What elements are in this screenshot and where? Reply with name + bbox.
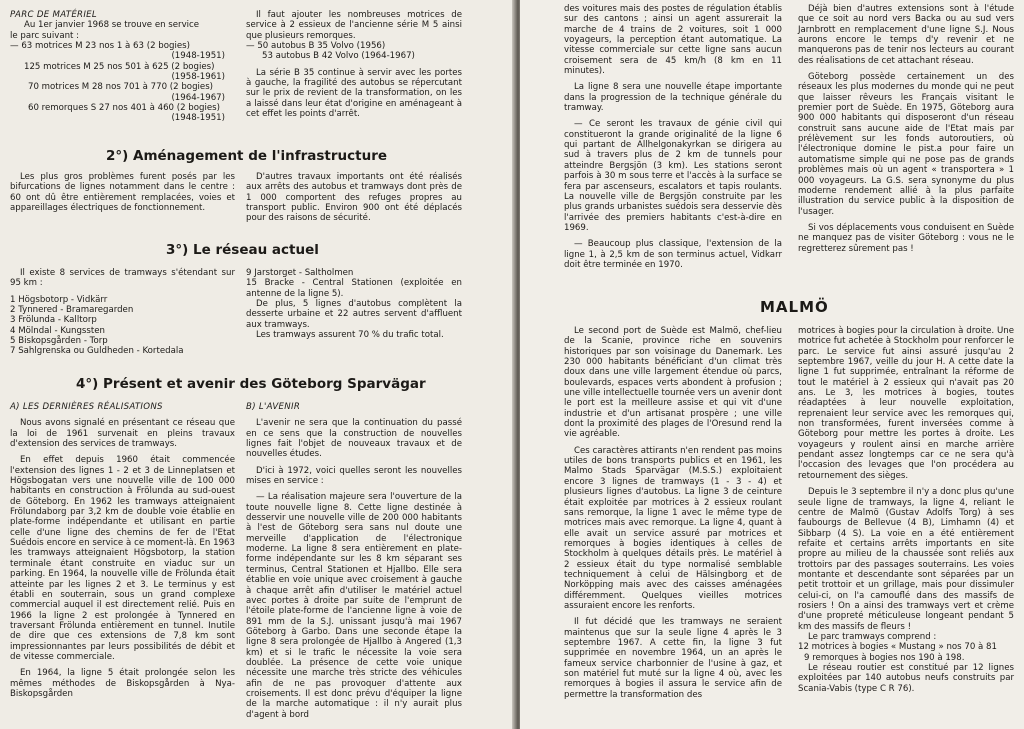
parc-heading: PARC DE MATÉRIEL xyxy=(10,10,97,20)
list-item: 5 Biskopsgården - Torp xyxy=(10,336,108,347)
parc-intro-2: le parc suivant : xyxy=(10,30,80,41)
parc-row: 60 remorques S 27 nos 401 à 460 (2 bogies) (1948-1951) xyxy=(28,103,225,124)
paragraph: D'autres travaux importants ont été réalisés aux arrêts des autobus et tramways dont près de 1 000 comportent des refuges propres au transport public. Environ 900 ont été déplacés pour des raisons de sécurité. xyxy=(246,172,462,224)
right-col2-top xyxy=(798,4,1014,254)
list-item: 9 Jarstorget - Saltholmen xyxy=(246,268,354,278)
parc-row: 125 motrices M 25 nos 501 à 625 (2 bogies) (1958-1961) xyxy=(24,61,225,83)
sec2-left xyxy=(10,172,235,213)
list-item: 15 Bracke - Central Stationen (exploitée en antenne de la ligne 5). xyxy=(246,278,462,299)
paragraph: Le parc tramways comprend : xyxy=(808,631,937,642)
paragraph: des voitures mais des postes de régulation établis sur des cantons ; ainsi un agent assurerait la marche de 4 trains de 2 voitures, soit 1 000 voyageurs, la perception étant automatique. La vitesse commerciale sur cette ligne sans aucun croisement sera de 45 km/h (8 km en 11 minutes). xyxy=(564,4,782,77)
paragraph: — 50 autobus B 35 Volvo (1956) xyxy=(246,41,386,52)
paragraph: L'avenir ne sera que la continuation du passé en ce sens que la construction de nouvelles lignes fait l'objet de nouveaux travaux et de nouvelles études. xyxy=(246,418,462,460)
paragraph: 53 autobus B 42 Volvo (1964-1967) xyxy=(262,51,415,62)
paragraph: En 1964, la ligne 5 était prolongée selon les mêmes méthodes de Biskopsgården à Nya-Biskopsgården xyxy=(10,668,235,699)
paragraph: Si vos déplacements vous conduisent en Suède ne manquez pas de visiter Göteborg : vous ne le regretterez sûrement pas ! xyxy=(798,222,1014,254)
paragraph: De plus, 5 lignes d'autobus complètent la desserte urbaine et 22 autres servent d'affluent aux tramways. xyxy=(246,299,462,330)
paragraph: Le second port de Suède est Malmö, chef-lieu de la Scanie, province riche en souvenirs historiques par son voisinage du Danemark. Les 230 000 habitants bénéficiant d'un climat très doux dans une ville largement étendue où parcs, boulevards, espaces verts abondent à profusion ; une ville intellectuelle tournée vers un avenir dont le port est la meilleure assise et qui vit d'une industrie et d'un artisanat prospère ; une ville dont la proximité des plages de l'Oresund rend la vie agréable. xyxy=(564,326,782,440)
subsection-b-title: B) L'AVENIR xyxy=(246,402,301,412)
paragraph: Göteborg possède certainement un des réseaux les plus modernes du monde qui ne peut que laisser rêveurs les Français visitant le premier port de Suède. En 1975, Göteborg aura 900 000 habitants qui disposeront d'un réseau construit sans aucune aide de l'Etat mais par prélèvement sur les fonds autoroutiers, où l'électronique domine le pist.a pour faire un automatisme simple qui ne pose pas de grands problèmes mais où un agent « transportera » 1 000 voyageurs. La G.S. sera synonyme du plus moderne rendement allié à la plus parfaite illustration du service public à la disposition de l'usager. xyxy=(798,72,1014,217)
tram-lines-list xyxy=(10,295,235,357)
section-4-title: 4°) Présent et avenir des Göteborg Sparvägar xyxy=(76,376,426,392)
list-item: 1 Högsbotorp - Vidkärr xyxy=(10,294,108,305)
paragraph: Les plus gros problèmes furent posés par les bifurcations de lignes notamment dans le centre : 60 ont dû être entièrement remplacées, voies et appareillages électriques de fonctionnement. xyxy=(10,172,235,214)
section-2-title: 2°) Aménagement de l'infrastructure xyxy=(106,148,388,164)
paragraph: — Beaucoup plus classique, l'extension de la ligne 1, à 2,5 km de son terminus actuel, Vidkarr doit être terminée en 1970. xyxy=(564,239,782,270)
paragraph: Depuis le 3 septembre il n'y a donc plus qu'une seule ligne de tramways, la ligne 4, reliant le centre de Malmö (Gustav Adolfs Torg) à ses faubourgs de Bellevue (4 B), Limhamn (4) et Sibbarp (4 S). La voie en a été entièrement refaite et certains arrêts importants en site propre au milieu de la chaussée sont reliés aux trottoirs par des passages souterrains. Les voies montante et descendante sont séparées par un petit trottoir et un grillage, mais pour dissimuler celui-ci, on l'a camouflé dans des massifs de rosiers ! On a ainsi des tramways vert et crème d'une propreté méticuleuse longeant pendant 5 km des massifs de fleurs ! xyxy=(798,487,1014,632)
sec4-col-a xyxy=(10,402,235,699)
parc-row: 70 motrices M 28 nos 701 à 770 (2 bogies) (1964-1967) xyxy=(28,82,225,103)
list-item: 3 Frölunda - Kalltorp xyxy=(10,315,97,326)
list-item: 2 Tynnered - Bramaregarden xyxy=(10,305,134,316)
section-3-title: 3°) Le réseau actuel xyxy=(166,242,319,258)
right-page xyxy=(520,0,1024,729)
sec3-left xyxy=(10,268,235,357)
paragraph: motrices à bogies pour la circulation à droite. Une motrice fut achetée à Stockholm pour renforcer le parc. Le service fut ainsi assuré jusqu'au 2 septembre 1967, veille du jour H. A cette date la ligne 1 fut supprimée, entraînant la réforme de tout le matériel à 2 essieux qui n'avait pas 20 ans. Le 3, les motrices à bogies, toutes réadaptées à leur nouvelle exploitation, reprenaient leur service avec les remorques qui, non transformées, furent inversées comme à Göteborg pour mettre les portes à droite. Les voyageurs y roulent ainsi en marche arrière pendant assez longtemps car ce ne sera qu'à l'occasion des levages que l'on procédera au retournement des sièges. xyxy=(798,326,1014,481)
right-col1-bottom xyxy=(564,326,782,700)
paragraph: — La réalisation majeure sera l'ouverture de la toute nouvelle ligne 8. Cette ligne destinée à desservir une nouvelle ville de 200 000 habitants à l'est de Göteborg sera sans nul doute une merveille d'application de l'électronique moderne. La ligne 8 sera entièrement en plate-forme indépendante sur les 8 km séparant ses terminus, Central Stationen et Hjallbo. Elle sera établie en voie unique avec croisement à gauche à chaque arrêt afin d'utiliser le matériel actuel avec portes à droite par suite de l'emprunt de l'étoile plate-forme de l'ancienne ligne à voie de 891 mm de la S.J. unissant jusqu'à mai 1967 Göteborg à Garbo. Dans une seconde étape la ligne 8 sera prolongée de Hjallbo à Angered (1,3 km) et si le trafic le nécessite la voie sera doublée. La présence de cette voie unique nécessite une marche très stricte des véhicules afin de ne pas provoquer d'attente aux croisements. Il est donc prévu d'équiper la ligne de la marche automatique : il n'y aurait plus d'agent à bord xyxy=(246,492,462,720)
sec3-right xyxy=(246,268,462,340)
right-col1-top xyxy=(564,4,782,270)
paragraph: Nous avons signalé en présentant ce réseau que la loi de 1961 survenait en pleins travaux d'extension des services de tramways. xyxy=(10,418,235,450)
list-item: 7 Sahlgrenska ou Guldheden - Kortedala xyxy=(10,346,184,357)
paragraph: Le réseau routier est constitué par 12 lignes exploitées par 140 autobus neufs construits par Scania-Vabis (type C R 76). xyxy=(798,663,1014,694)
parc-block xyxy=(10,10,235,124)
paragraph: — Ce seront les travaux de génie civil qui constitueront la grande originalité de la ligne 6 qui partant de Allhelgonakyrkan se dirigera au sud à travers plus de 2 km de tunnels pour atteindre Bergsjön (3 km). Les stations seront parfois à 30 m sous terre et l'accès à la surface se fera par ascenseurs, escalators et tapis roulants. La nouvelle ville de Bergsjön construite par les plus grands urbanistes suédois sera desservie dès l'arrivée des premiers habitants c'est-à-dire en 1969. xyxy=(564,119,782,233)
parc-row: — 63 motrices M 23 nos 1 à 63 (2 bogies) (1948-1951) xyxy=(10,41,225,62)
parc-intro-1: Au 1er janvier 1968 se trouve en service xyxy=(24,20,200,31)
parc-right-block xyxy=(246,10,462,119)
list-item: 4 Mölndal - Kungssten xyxy=(10,325,105,336)
paragraph: La ligne 8 sera une nouvelle étape importante dans la progression de la technique générale du tramway. xyxy=(564,82,782,114)
paragraph: Il existe 8 services de tramways s'étendant sur 95 km : xyxy=(10,268,235,289)
malmo-title: MALMÖ xyxy=(760,298,829,316)
paragraph: Il faut ajouter les nombreuses motrices de service à 2 essieux de l'ancienne série M 5 ainsi que plusieurs remorques. xyxy=(246,10,462,41)
sec4-col-b xyxy=(246,402,462,720)
paragraph: Ces caractères attirants n'en rendent pas moins utiles de bons transports publics et en 1961, les Malmo Stads Sparvägar (M.S.S.) exploitaient encore 3 lignes de tramways (1 - 3 - 4) et plusieurs lignes d'autobus. La ligne 3 de ceinture était exploitée par motrices à 2 essieux roulant sans remorque, la ligne 1 avec le même type de motrices mais avec remorque. La ligne 4, quant à elle avait un service assuré par motrices et remorques à bogies identiques à celles de Stockholm à quelques détails près. Le matériel à 2 essieux était du type normalisé semblable techniquement à celui de Hälsingborg et de Norköpping mais avec des caisses aménagées différemment. Quelques vieilles motrices assuraient encore les renforts. xyxy=(564,445,782,611)
list-item: 9 remorques à bogies nos 190 à 198. xyxy=(804,652,965,663)
paragraph: En effet depuis 1960 était commencée l'extension des lignes 1 - 2 et 3 de Linneplatsen et Högsbogatan vers une nouvelle ville de 100 000 habitants en construction à Frölunda au sud-ouest de Göteborg. En 1962 les tramways atteignaient Frölundaborg par 3,2 km de double voie établie en plate-forme indépendante et utilisant en partie celle d'une ligne des chemins de fer de l'Etat Suédois encore en service à ce moment-là. En 1963 les tramways atteignaient Högsbotorp, la station terminale étant construite en viaduc sur un parking. En 1964, la nouvelle ville de Frölunda était atteinte par les lignes 2 et 3. Le terminus y est établi en souterrain, sous un grand complexe commercial auquel il est directement relié. Puis en 1966 la ligne 2 est prolongée à Tynnered en traversant Frölunda entièrement en tunnel. Inutile de dire que ces extensions de 7,8 km sont impressionnantes par leurs possibilités de débit et de vitesse commerciale. xyxy=(10,455,235,662)
paragraph: D'ici à 1972, voici quelles seront les nouvelles mises en service : xyxy=(246,465,462,487)
list-item: 12 motrices à bogies « Mustang » nos 70 à 81 xyxy=(798,642,997,653)
paragraph: La série B 35 continue à servir avec les portes à gauche, la fragilité des autobus se répercutant sur le prix de revient de la transformation, on les a laissé dans leur état d'origine en aménageant à cet effet les points d'arrêt. xyxy=(246,67,462,120)
paragraph: Il fut décidé que les tramways ne seraient maintenus que sur la seule ligne 4 après le 3 septembre 1967. A cette fin, la ligne 3 fut supprimée en novembre 1964, un an après le fameux service charbonnier de l'usine à gaz, et son matériel fut muté sur la ligne 4 où, avec les remorques à bogies il assura le service afin de permettre la transformation des xyxy=(564,617,782,700)
paragraph: Déjà bien d'autres extensions sont à l'étude que ce soit au nord vers Backa ou au sud vers Jarnbrott en remplacement d'une ligne S.J. Nous aurons encore le temps d'y revenir et ne manquerons pas de tenir nos lecteurs au courant des réalisations de cet attachant réseau. xyxy=(798,4,1014,66)
paragraph: Les tramways assurent 70 % du trafic total. xyxy=(256,330,444,341)
sec2-right xyxy=(246,172,462,224)
right-col2-bottom xyxy=(798,326,1014,694)
subsection-a-title: A) LES DERNIÈRES RÉALISATIONS xyxy=(10,402,163,412)
